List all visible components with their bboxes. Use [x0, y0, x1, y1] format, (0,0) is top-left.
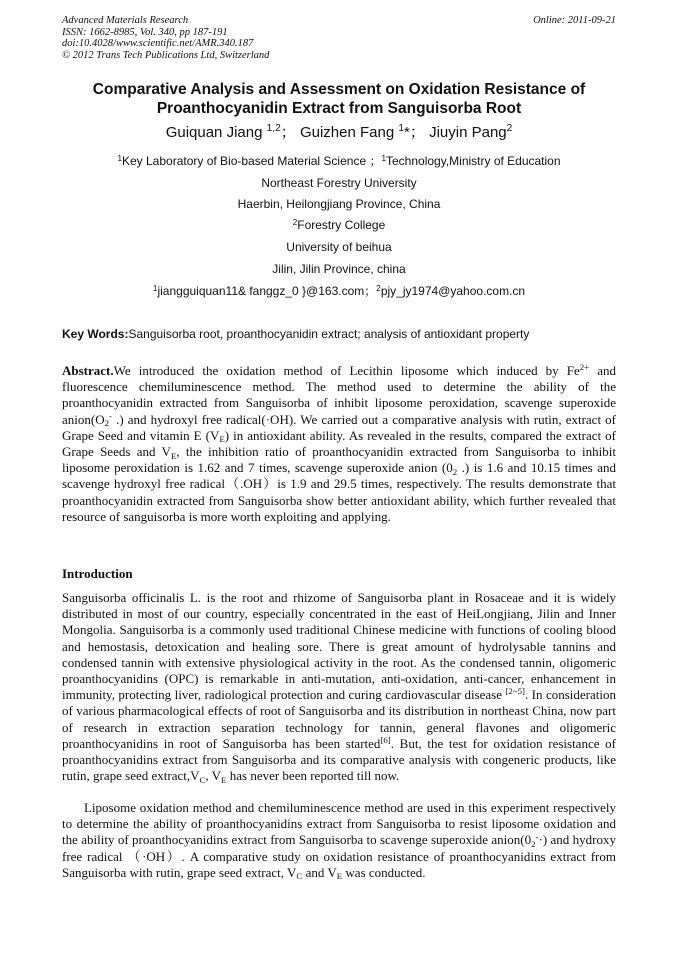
- author-affiliation-mark: 2: [506, 123, 513, 135]
- citation-ref: [6]: [380, 734, 391, 745]
- citation-ref: [2~5]: [505, 686, 525, 697]
- abstract-label: Abstract.: [62, 363, 114, 378]
- subscript: E: [219, 434, 225, 445]
- affiliation-line-1: [60, 154, 618, 168]
- subscript: E: [170, 450, 177, 461]
- paragraph-text: has never been reported till now.: [226, 768, 400, 784]
- superscript: -: [535, 831, 539, 842]
- introduction-paragraph-1: [62, 590, 616, 784]
- journal-name: Advanced Materials Research: [62, 15, 189, 26]
- affiliation-mark: 1: [117, 153, 122, 163]
- affiliation-line-2: Northeast Forestry University: [261, 176, 417, 190]
- author-name: Jiuyin Pang: [429, 124, 507, 141]
- author-separator: ；: [409, 124, 425, 141]
- abstract: [62, 363, 616, 525]
- subscript: C: [296, 871, 303, 882]
- email-mark: 2: [376, 283, 381, 293]
- email-address: jiangguiquan11& fanggz_0 }@163.com；: [157, 284, 377, 298]
- section-heading-introduction: Introduction: [62, 566, 133, 581]
- abstract-text: and fluorescence chemiluminescence method. The method used to determine the ability of the proanthocyanidin extracted from Sanguisorba of inhibit liposome peroxidation, scavenge superoxide anion(O: [62, 363, 616, 427]
- affiliation-line-6: Jilin, Jilin Province, china: [272, 262, 406, 276]
- affiliation-text: Forestry College: [297, 218, 386, 232]
- online-date: Online: 2011-09-21: [533, 15, 616, 26]
- keywords-label: Key Words:: [62, 327, 129, 341]
- issn-line: ISSN: 1662-8985, Vol. 340, pp 187-191: [62, 26, 228, 38]
- title-line-2: Proanthocyanidin Extract from Sanguisorba Root: [156, 100, 522, 117]
- paragraph-text: and V: [302, 864, 337, 880]
- email-line: [60, 284, 618, 298]
- title-line-1: Comparative Analysis and Assessment on Oxidation Resistance of: [92, 81, 586, 98]
- journal-header: [62, 15, 616, 61]
- paragraph-text: was conducted.: [342, 864, 426, 880]
- copyright-line: © 2012 Trans Tech Publications Ltd, Switzerland: [62, 49, 270, 61]
- paragraph-text: . In consideration of various pharmacological effects of root of Sanguisorba and its distribution in northeast China, now part of research in extraction separation technology for tannin, general flavones and oligomeric proanthocyanidins in root of Sanguisorba has been started: [62, 687, 616, 751]
- affiliation-line-5: University of beihua: [286, 240, 392, 254]
- paper-title: [60, 80, 618, 118]
- subscript: 2: [452, 466, 458, 477]
- abstract-text: We introduced the oxidation method of Lecithin liposome which induced by Fe: [113, 363, 580, 378]
- affiliation-mark: 2: [292, 217, 298, 227]
- keywords-text: Sanguisorba root, proanthocyanidin extract; analysis of antioxidant property: [128, 327, 530, 341]
- author-affiliation-mark: 1: [398, 123, 405, 135]
- keywords: [62, 327, 616, 342]
- superscript: -: [109, 410, 112, 421]
- superscript: 2+: [579, 362, 590, 373]
- affiliation-line-3: Haerbin, Heilongjiang Province, China: [237, 197, 441, 211]
- author-list: [60, 123, 618, 143]
- paragraph-text: , V: [205, 768, 222, 784]
- paragraph-text: Liposome oxidation method and chemiluminescence method are used in this experiment respectively to determine the ability of proanthocyanidins extract from Sanguisorba to resist liposome oxidation and the ability of proanthocyanidins extract from Sanguisorba to scavenge superoxide anion(0: [62, 800, 616, 848]
- paragraph-text: ·) and hydroxy free radical （·OH）. A comparative study on oxidation resistance of proanthocyanidins extract from Sanguisorba with rutin, grape seed extract, V: [62, 832, 616, 880]
- abstract-text: .) is 1.6 and 10.15 times and scavenge hydroxyl free radical（.OH）is 1.9 and 29.5 times, respectively. The results demonstrate that proanthocyanidin extracted from Sanguisorba show better antioxidant ability, which further revealed that resource of sanguisorba is more worth exploiting and applying.: [62, 460, 616, 524]
- paragraph-text: Sanguisorba officinalis L. is the root and rhizome of Sanguisorba plant in Rosaceae and it is widely distributed in most of our country, especially concentrated in the east of HeiLongjiang, Jilin and Inner Mongolia. Sanguisorba is a commonly used traditional Chinese medicine with functions of cooling blood and hemostasis, detoxication and healing sore. There is great amount of hydrolysable tannins and condensed tannin with extensive physiological activity in the root. As the condensed tannin, oligomeric proanthocyanidins (OPC) is remarkable in anti-mutation, anti-oxidation, anti-cancer, enhancement in immunity, protecting liver, radiological protection and curing cardiovascular disease: [62, 590, 616, 703]
- subscript: 2: [104, 418, 110, 429]
- author-separator: ；: [280, 124, 296, 141]
- affiliation-text: Technology,Ministry of Education: [386, 154, 561, 168]
- subscript: E: [221, 774, 227, 785]
- introduction-paragraph-2: [62, 800, 616, 881]
- email-mark: 1: [152, 283, 158, 293]
- paragraph-text: . But, the test for oxidation resistance of proanthocyanidins extract from Sanguisorba and its comparative analysis with congeneric products, like rutin, grape seed extract,V: [62, 735, 616, 784]
- author-name: Guiquan Jiang: [165, 124, 263, 141]
- author-name: Guizhen Fang: [299, 124, 395, 141]
- subscript: 2: [531, 839, 536, 850]
- abstract-text: , the inhibition ratio of proanthocyanidin extracted from Sanguisorba to inhibit liposome peroxidation is 1.62 and 7 times, scavenge superoxide anion (0: [62, 444, 616, 476]
- author-affiliation-mark: 1,2: [266, 123, 281, 135]
- subscript: E: [336, 871, 343, 882]
- email-address: pjy_jy1974@yahoo.com.cn: [380, 284, 526, 298]
- affiliation-mark: 1: [381, 153, 386, 163]
- abstract-text: ) in antioxidant ability. As revealed in the results, compared the extract of Grape Seeds and V: [62, 427, 616, 460]
- doi-line: doi:10.4028/www.scientific.net/AMR.340.187: [62, 38, 254, 49]
- subscript: C: [199, 774, 206, 785]
- affiliation-line-4: [60, 218, 618, 232]
- affiliation-text: Key Laboratory of Bio-based Material Science ；: [121, 154, 382, 168]
- abstract-text: .) and hydroxyl free radical(·OH). We carried out a comparative analysis with rutin, extract of Grape Seed and vitamin E (V: [62, 411, 616, 443]
- corresponding-mark: *: [404, 124, 410, 141]
